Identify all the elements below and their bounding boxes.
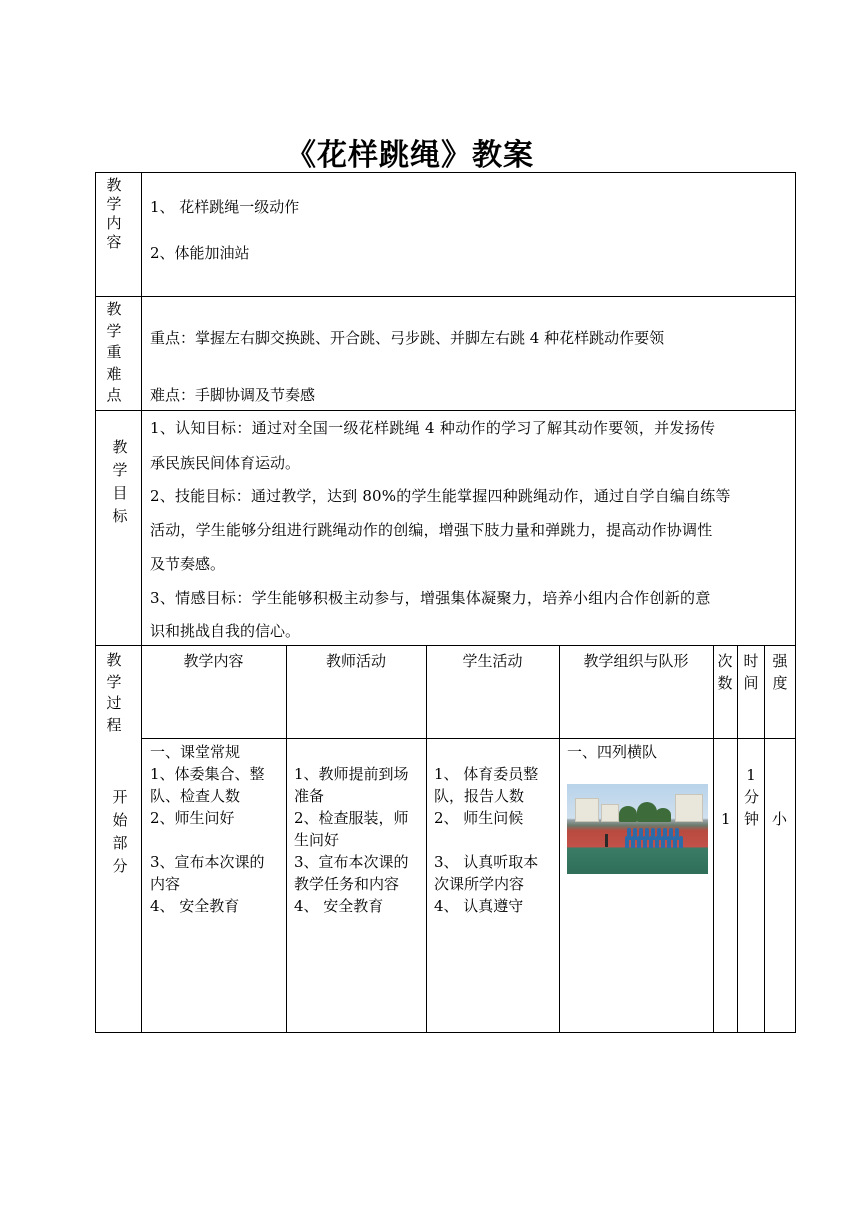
content-item: 2、体能加油站 (150, 244, 250, 262)
difficult-point: 难点：手脚协调及节奏感 (150, 386, 316, 404)
key-point: 重点：掌握左右脚交换跳、开合跳、弓步跳、并脚左右跳 4 种花样跳动作要领 (150, 329, 665, 347)
start-teacher (294, 741, 409, 917)
row-divider (141, 738, 796, 739)
process-label: 教学过程 (106, 651, 122, 734)
label-column-divider (141, 172, 142, 1033)
header-content: 教学内容 (183, 652, 244, 670)
goal-line: 承民族民间体育运动。 (150, 454, 301, 472)
start-content-line: 1、体委集合、整 (150, 765, 265, 783)
start-content-line: 一、课堂常规 (150, 743, 241, 761)
goal-line: 2、技能目标：通过教学，达到 80%的学生能掌握四种跳绳动作，通过自学自编自练等 (150, 487, 731, 505)
start-duration-line: 分 (744, 788, 760, 806)
start-content-line: 2、师生问好 (150, 809, 235, 827)
row-divider (95, 296, 796, 297)
start-section-label: 开始部分 (112, 788, 128, 875)
start-student-line: 3、 认真听取本 (434, 853, 539, 871)
start-content-line: 4、 安全教育 (150, 897, 240, 915)
header-student: 学生活动 (462, 652, 523, 670)
start-content (150, 741, 265, 917)
start-student-line: 1、 体育委员整 (434, 765, 539, 783)
header-intensity: 强度 (772, 652, 788, 692)
start-student-line: 4、 认真遵守 (434, 897, 524, 915)
start-teacher-line: 4、 安全教育 (294, 897, 384, 915)
start-teacher-line: 1、教师提前到场 (294, 765, 409, 783)
column-divider (559, 645, 560, 1033)
start-student-line (434, 829, 538, 851)
start-student-line: 次课所学内容 (434, 875, 525, 893)
start-student-line: 队，报告人数 (434, 787, 525, 805)
start-content-line (150, 829, 265, 851)
goal-line: 及节奏感。 (150, 555, 226, 573)
goals-label: 教学目标 (112, 438, 128, 525)
start-teacher-line: 生问好 (294, 831, 340, 849)
start-duration-line: 1 (746, 766, 756, 784)
content-item: 1、 花样跳绳一级动作 (150, 198, 300, 216)
start-teacher-line: 教学任务和内容 (294, 875, 400, 893)
column-divider (713, 645, 714, 1033)
start-student-line: 2、 师生问候 (434, 809, 524, 827)
start-teacher-line: 准备 (294, 787, 325, 805)
column-divider (286, 645, 287, 1033)
start-teacher-line (294, 741, 409, 763)
formation-photo (567, 784, 708, 874)
column-divider (737, 645, 738, 1033)
goal-line: 3、情感目标：学生能够积极主动参与，增强集体凝聚力，培养小组内合作创新的意 (150, 589, 711, 607)
row-divider (95, 645, 796, 646)
start-teacher-line: 3、宣布本次课的 (294, 853, 409, 871)
column-divider (426, 645, 427, 1033)
start-times: 1 (721, 810, 731, 828)
start-organization: 一、四列横队 (567, 743, 658, 761)
start-duration-line: 钟 (744, 810, 760, 828)
start-teacher-line: 2、检查服装，师 (294, 809, 409, 827)
header-times: 次数 (717, 652, 733, 692)
start-student-line (434, 741, 538, 763)
row-divider (95, 410, 796, 411)
header-organization: 教学组织与队形 (583, 652, 689, 670)
goal-line: 1、认知目标：通过对全国一级花样跳绳 4 种动作的学习了解其动作要领，并发扬传 (150, 419, 716, 437)
goal-line: 活动，学生能够分组进行跳绳动作的创编，增强下肢力量和弹跳力，提高动作协调性 (150, 521, 713, 539)
content-label: 教学内容 (106, 176, 122, 251)
start-student (434, 741, 538, 917)
difficulty-label: 教学重难点 (106, 300, 122, 404)
start-duration (744, 764, 758, 830)
header-teacher: 教师活动 (325, 652, 386, 670)
page-title: 《花样跳绳》教案 (286, 138, 534, 173)
start-intensity: 小 (772, 810, 788, 828)
start-content-line: 内容 (150, 875, 181, 893)
start-content-line: 3、宣布本次课的 (150, 853, 265, 871)
header-duration: 时间 (743, 652, 759, 692)
column-divider (764, 645, 765, 1033)
goal-line: 识和挑战自我的信心。 (150, 622, 301, 640)
start-content-line: 队、检查人数 (150, 787, 241, 805)
